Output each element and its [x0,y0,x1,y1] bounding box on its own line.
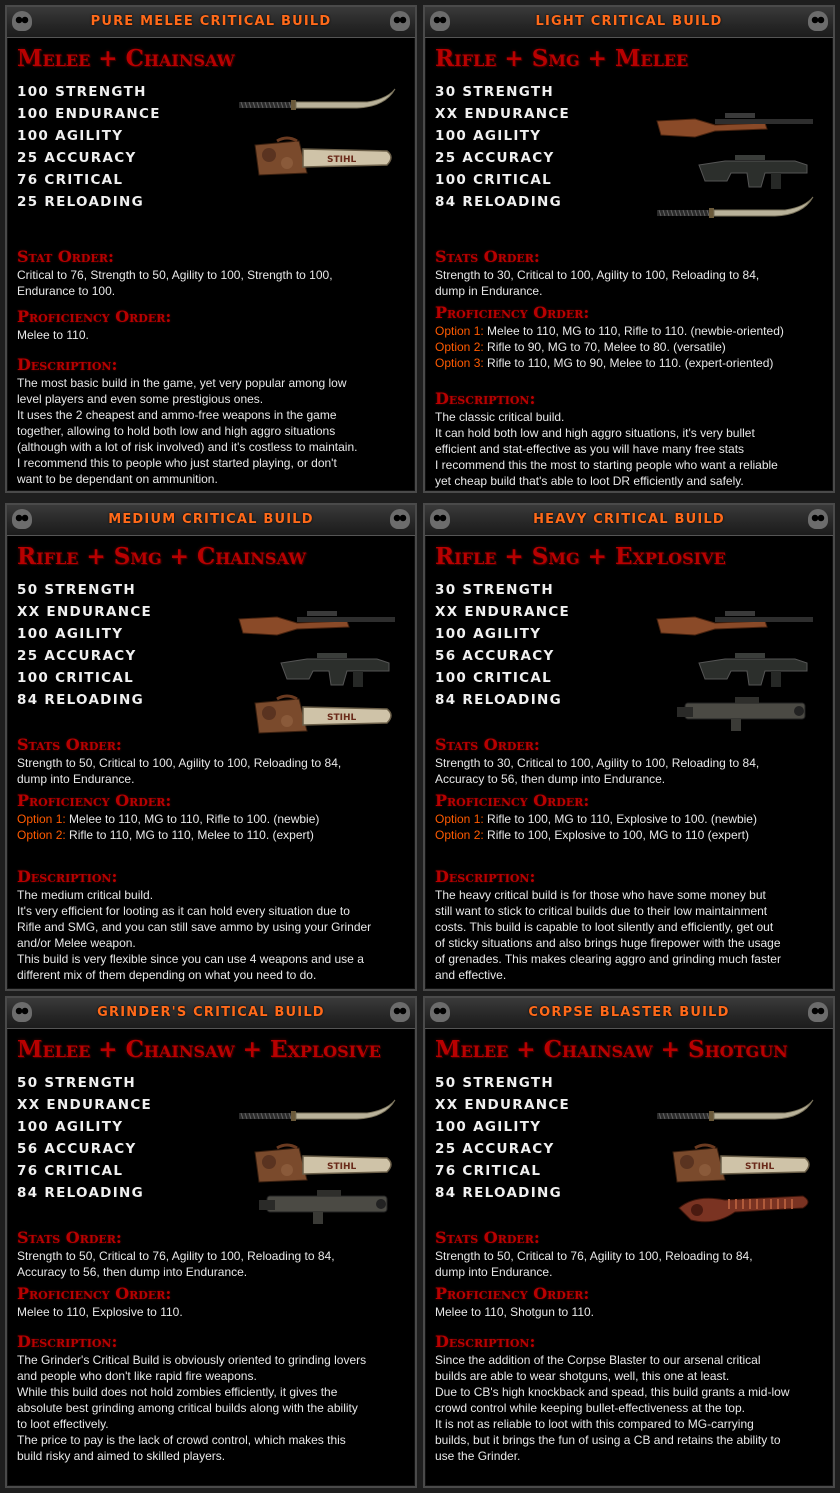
build-panel [5,5,417,493]
section-text [435,1304,825,1320]
stat-order-section [17,735,407,787]
stat-order-section [17,247,407,299]
panel-header [425,7,833,38]
text-line: build risky and aimed to skilled players. [17,1449,226,1463]
stat-order-section [435,1228,825,1280]
skull-icon [808,1002,828,1022]
option-label: Option 2: [17,828,66,842]
stat-line: 50 STRENGTH [17,1075,136,1091]
stat-line: 100 AGILITY [435,626,542,642]
text-line: builds, but it brings the fun of using a CB and retains the ability to [435,1433,781,1447]
section-title: Proficiency Order: [17,1284,172,1303]
stat-line: 100 AGILITY [17,626,124,642]
stat-line: 100 AGILITY [17,1119,124,1135]
section-title: Proficiency Order: [435,791,590,810]
stat-line: 100 AGILITY [435,128,542,144]
option-label: Option 1: [435,324,484,338]
text-line: builds are able to wear shotguns, well, this one at least. [435,1369,730,1383]
text-line: level players and even some prestigious ones. [17,392,264,406]
option-text: Melee to 110. [17,328,89,342]
weapon-images [655,87,825,237]
text-line: want to be dependant on ammunition. [17,472,218,486]
loadout-title: Melee + Chainsaw + Explosive [17,1036,381,1063]
skull-icon [12,509,32,529]
option-text: Melee to 110, MG to 110, Rifle to 110. (newbie-oriented) [483,324,784,338]
build-panel [423,503,835,991]
section-title: Stats Order: [17,1228,122,1247]
skull-icon [808,11,828,31]
stat-line: 84 RELOADING [435,692,562,708]
skull-icon [390,1002,410,1022]
katana-icon [655,1098,815,1134]
section-title: Proficiency Order: [435,303,590,322]
panel-header [425,998,833,1029]
text-line: While this build does not hold zombies efficiently, it gives the [17,1385,338,1399]
text-line: The Grinder's Critical Build is obviously oriented to grinding lovers [17,1353,367,1367]
proficiency-option [17,327,407,343]
svg-text:STIHL: STIHL [327,155,357,165]
section-text [17,1248,407,1280]
section-title: Stat Order: [17,247,114,266]
text-line: dump into Endurance. [17,772,135,786]
section-text [435,1352,825,1464]
description-section [435,867,825,983]
text-line: This build is very flexible since you can use 4 weapons and use a [17,952,364,966]
stat-line: 76 CRITICAL [17,1163,124,1179]
stat-line: 84 RELOADING [17,1185,144,1201]
section-title: Proficiency Order: [435,1284,590,1303]
loadout-title: Rifle + Smg + Explosive [435,543,726,570]
text-line: to loot effectively. [17,1417,109,1431]
description-section [17,355,407,487]
section-text [17,375,407,487]
skull-icon [12,11,32,31]
section-text [17,1352,407,1464]
rifle-icon [655,107,815,143]
stat-line: 30 STRENGTH [435,84,554,100]
loadout-title: Rifle + Smg + Melee [435,45,689,72]
loadout-title: Melee + Chainsaw + Shotgun [435,1036,788,1063]
text-line: still want to stick to critical builds due to their low maintainment [435,904,768,918]
text-line: different mix of them depending on what you need to do. [17,968,317,982]
launcher-icon [257,1186,397,1230]
text-line: costs. This build is capable to loot silently and efficiently, get out [435,920,774,934]
text-line: The classic critical build. [435,410,565,424]
text-line: Strength to 50, Critical to 76, Agility to 100, Reloading to 84, [17,1249,335,1263]
stat-list [17,1072,152,1204]
svg-text:STIHL: STIHL [745,1162,775,1172]
stat-list [435,579,570,711]
option-label: Option 2: [435,828,484,842]
smg-icon [695,151,815,197]
section-title: Stats Order: [435,1228,540,1247]
text-line: The price to pay is the lack of crowd control, which makes this [17,1433,346,1447]
loadout-title: Melee + Chainsaw [17,45,235,72]
text-line: It uses the 2 cheapest and ammo-free weapons in the game [17,408,337,422]
text-line: dump into Endurance. [435,1265,553,1279]
proficiency-option [435,1304,825,1320]
skull-icon [430,11,450,31]
option-label: Option 3: [435,356,484,370]
option-text: Melee to 110, Shotgun to 110. [435,1305,595,1319]
text-line: Accuracy to 56, then dump into Endurance. [435,772,666,786]
stat-line: 25 ACCURACY [17,150,137,166]
option-text: Melee to 110, Explosive to 110. [17,1305,183,1319]
stat-list [17,579,152,711]
option-label: Option 2: [435,340,484,354]
text-line: The medium critical build. [17,888,154,902]
stat-line: 100 ENDURANCE [17,106,161,122]
weapon-images [655,1078,825,1228]
chainsaw-icon [247,1142,397,1190]
option-text: Rifle to 110, MG to 110, Melee to 110. (expert) [65,828,314,842]
section-title: Description: [17,867,118,886]
description-section [435,389,825,489]
build-panel [423,996,835,1488]
stat-line: XX ENDURANCE [17,604,153,620]
build-panel [423,5,835,493]
stat-line: 25 RELOADING [17,194,144,210]
section-text [435,267,825,299]
text-line: use the Grinder. [435,1449,521,1463]
stat-line: 25 ACCURACY [17,648,137,664]
skull-icon [390,11,410,31]
option-label: Option 1: [435,812,484,826]
stat-line: 56 ACCURACY [435,648,555,664]
text-line: of sticky situations and also brings huge firepower with the usage [435,936,781,950]
stat-list [435,81,570,213]
skull-icon [808,509,828,529]
text-line: It can hold both low and high aggro situations, it's very bullet [435,426,755,440]
proficiency-option [435,827,825,843]
stat-order-section [435,735,825,787]
skull-icon [12,1002,32,1022]
section-title: Description: [435,867,536,886]
svg-text:STIHL: STIHL [327,1162,357,1172]
section-title: Proficiency Order: [17,791,172,810]
stat-line: 30 STRENGTH [435,582,554,598]
rifle-icon [237,605,397,641]
svg-text:STIHL: STIHL [327,713,357,723]
weapon-images [237,1078,407,1228]
loadout-title: Rifle + Smg + Chainsaw [17,543,307,570]
section-text [435,409,825,489]
smg-icon [277,649,397,695]
panel-header [425,505,833,536]
section-title: Stats Order: [435,735,540,754]
text-line: Rifle and SMG, and you can still save ammo by using your Grinder [17,920,372,934]
text-line: Since the addition of the Corpse Blaster to our arsenal critical [435,1353,761,1367]
chainsaw-icon [665,1142,815,1190]
proficiency-section [435,303,825,371]
section-title: Description: [17,355,118,374]
stat-line: 50 STRENGTH [17,582,136,598]
proficiency-option [435,355,825,371]
panel-title: CORPSE BLASTER BUILD [528,1005,730,1020]
proficiency-option [17,827,407,843]
option-text: Rifle to 100, Explosive to 100, MG to 110 (expert) [483,828,749,842]
option-label: Option 1: [17,812,66,826]
text-line: Strength to 30, Critical to 100, Agility to 100, Reloading to 84, [435,268,760,282]
option-text: Rifle to 100, MG to 110, Explosive to 100. (newbie) [483,812,757,826]
section-title: Proficiency Order: [17,307,172,326]
proficiency-option [17,811,407,827]
text-line: Endurance to 100. [17,284,116,298]
stat-list [435,1072,570,1204]
stat-order-section [435,247,825,299]
launcher-icon [675,693,815,737]
proficiency-section [435,1284,825,1320]
stat-line: 100 CRITICAL [435,172,552,188]
text-line: Strength to 50, Critical to 100, Agility to 100, Reloading to 84, [17,756,342,770]
stat-line: XX ENDURANCE [435,604,571,620]
proficiency-option [435,811,825,827]
chainsaw-icon [247,135,397,183]
stat-list [17,81,161,213]
weapon-images [655,585,825,735]
text-line: The heavy critical build is for those who have some money but [435,888,766,902]
section-text [17,267,407,299]
stat-line: XX ENDURANCE [435,1097,571,1113]
stat-line: 100 STRENGTH [17,84,147,100]
section-title: Description: [435,1332,536,1351]
text-line: Due to CB's high knockback and spead, this build grants a mid-low [435,1385,790,1399]
proficiency-section [17,791,407,843]
text-line: Accuracy to 56, then dump into Endurance. [17,1265,248,1279]
section-text [17,1304,407,1320]
text-line: Critical to 76, Strength to 50, Agility to 100, Strength to 100, [17,268,333,282]
chainsaw-icon [247,693,397,741]
section-text [17,755,407,787]
text-line: I recommend this to people who just started playing, or don't [17,456,337,470]
stat-line: XX ENDURANCE [17,1097,153,1113]
panel-title: HEAVY CRITICAL BUILD [533,512,725,527]
build-panel [5,503,417,991]
proficiency-option [435,339,825,355]
section-text [435,1248,825,1280]
section-title: Description: [17,1332,118,1351]
stat-line: 100 AGILITY [435,1119,542,1135]
stat-line: 25 ACCURACY [435,150,555,166]
section-title: Stats Order: [17,735,122,754]
text-line: dump in Endurance. [435,284,543,298]
katana-icon [655,195,815,231]
build-panel [5,996,417,1488]
proficiency-option [17,1304,407,1320]
text-line: Strength to 50, Critical to 76, Agility to 100, Reloading to 84, [435,1249,753,1263]
proficiency-section [435,791,825,843]
description-section [435,1332,825,1464]
option-text: Rifle to 110, MG to 90, Melee to 110. (expert-oriented) [483,356,774,370]
section-text [435,887,825,983]
stat-line: 84 RELOADING [17,692,144,708]
text-line: together, allowing to hold both low and high aggro situations [17,424,336,438]
text-line: It is not as reliable to loot with this compared to MG-carrying [435,1417,754,1431]
stat-line: 25 ACCURACY [435,1141,555,1157]
section-title: Description: [435,389,536,408]
section-text [17,327,407,343]
proficiency-section [17,307,407,343]
weapon-images [237,87,407,237]
section-text [17,811,407,843]
proficiency-section [17,1284,407,1320]
text-line: (although with a lot of risk involved) and it's costless to maintain. [17,440,358,454]
stat-line: 84 RELOADING [435,194,562,210]
text-line: Strength to 30, Critical to 100, Agility to 100, Reloading to 84, [435,756,760,770]
text-line: I recommend this the most to starting people who want a reliable [435,458,778,472]
panel-title: MEDIUM CRITICAL BUILD [108,512,314,527]
text-line: and effective. [435,968,507,982]
stat-line: 84 RELOADING [435,1185,562,1201]
section-title: Stats Order: [435,247,540,266]
rifle-icon [655,605,815,641]
stat-line: 50 STRENGTH [435,1075,554,1091]
katana-icon [237,87,397,123]
panel-title: GRINDER'S CRITICAL BUILD [97,1005,325,1020]
section-text [435,323,825,371]
katana-icon [237,1098,397,1134]
stat-order-section [17,1228,407,1280]
text-line: crowd control while keeping bullet-effectiveness at the top. [435,1401,745,1415]
stat-line: XX ENDURANCE [435,106,571,122]
proficiency-option [435,323,825,339]
skull-icon [390,509,410,529]
section-text [435,811,825,843]
text-line: It's very efficient for looting as it can hold every situation due to [17,904,350,918]
text-line: The most basic build in the game, yet very popular among low [17,376,347,390]
option-text: Melee to 110, MG to 110, Rifle to 100. (newbie) [65,812,320,826]
section-text [17,887,407,983]
panel-header [7,505,415,536]
panel-title: PURE MELEE CRITICAL BUILD [90,14,332,29]
text-line: of grenades. This makes clearing aggro and grinding much faster [435,952,781,966]
stat-line: 100 AGILITY [17,128,124,144]
text-line: and/or Melee weapon. [17,936,136,950]
panel-header [7,998,415,1029]
stat-line: 76 CRITICAL [435,1163,542,1179]
blaster-icon [675,1186,815,1230]
skull-icon [430,509,450,529]
panel-title: LIGHT CRITICAL BUILD [535,14,723,29]
description-section [17,1332,407,1464]
section-text [435,755,825,787]
option-text: Rifle to 90, MG to 70, Melee to 80. (versatile) [483,340,726,354]
text-line: yet cheap build that's able to loot DR efficiently and safely. [435,474,744,488]
skull-icon [430,1002,450,1022]
text-line: absolute best grinding among critical builds along with the ability [17,1401,358,1415]
panel-header [7,7,415,38]
stat-line: 100 CRITICAL [17,670,134,686]
text-line: efficient and stat-effective as you will have many free stats [435,442,745,456]
smg-icon [695,649,815,695]
stat-line: 100 CRITICAL [435,670,552,686]
stat-line: 76 CRITICAL [17,172,124,188]
description-section [17,867,407,983]
text-line: and people who don't like rapid fire weapons. [17,1369,257,1383]
stat-line: 56 ACCURACY [17,1141,137,1157]
weapon-images [237,585,407,735]
